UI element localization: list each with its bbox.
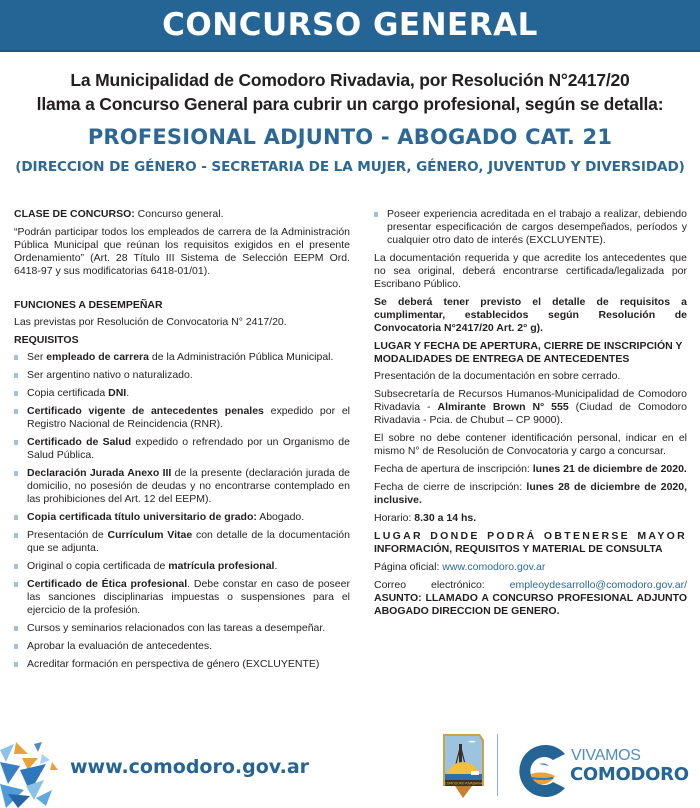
triangles-decoration-icon bbox=[0, 740, 60, 808]
requisitos-list-continued bbox=[374, 208, 687, 247]
bullet-icon bbox=[14, 440, 18, 445]
intro-line-2: llama a Concurso General para cubrir un cargo profesional, según se detalla: bbox=[36, 94, 664, 114]
department-subtitle: (DIRECCION DE GÉNERO - SECRETARIA DE LA MUJER, GÉNERO, JUVENTUD Y DIVERSIDAD) bbox=[15, 159, 685, 175]
list-item: Copia certificada DNI. bbox=[14, 387, 350, 400]
list-item: Acreditar formación en perspectiva de género (EXCLUYENTE) bbox=[14, 658, 350, 671]
fecha-cierre: Fecha de cierre de inscripción: lunes 28 de diciembre de 2020, inclusive. bbox=[374, 481, 688, 506]
bullet-icon bbox=[14, 662, 18, 667]
list-item: Original o copia certificada de matrícula profesional. bbox=[14, 560, 350, 573]
list-item: Cursos y seminarios relacionados con las tareas a desempeñar. bbox=[14, 622, 350, 635]
list-item: Certificado de Ética profesional. Debe constar en caso de poseer las sanciones disciplinarias impuestas o suspensiones para el ejercicio de la profesión. bbox=[14, 578, 350, 617]
clase-de-concurso bbox=[14, 208, 350, 221]
clase-label: CLASE DE CONCURSO: bbox=[14, 208, 135, 220]
direccion-text: Subsecretaría de Recursos Humanos-Municipalidad de Comodoro Rivadavia - Almirante Brown N° 555 (Ciudad de Comodoro Rivadavia - Pcia. de Chubut – CP 9000). bbox=[374, 388, 687, 426]
bullet-icon bbox=[14, 533, 18, 538]
pagina-oficial-link[interactable]: www.comodoro.gov.ar bbox=[442, 561, 546, 573]
bullet-icon bbox=[14, 644, 18, 649]
pagina-oficial: Página oficial: www.comodoro.gov.ar bbox=[374, 561, 546, 573]
right-column bbox=[374, 208, 687, 623]
city-shield-icon bbox=[440, 732, 486, 800]
vivamos-comodoro-logo-icon bbox=[515, 742, 569, 800]
bullet-icon bbox=[14, 373, 18, 378]
logo-divider bbox=[497, 734, 498, 796]
list-item: Ser argentino nativo o naturalizado. bbox=[14, 369, 350, 382]
footer bbox=[0, 720, 700, 808]
list-item: Presentación de Currículum Vitae con detalle de la documentación que se adjunta. bbox=[14, 529, 350, 555]
list-item: Copia certificada título universitario de grado: Abogado. bbox=[14, 511, 350, 524]
clase-value: Concurso general. bbox=[134, 208, 224, 220]
bullet-icon bbox=[14, 626, 18, 631]
brand-line-2: COMODORO bbox=[570, 764, 689, 785]
list-item: Certificado de Salud expedido o refrendado por un Organismo de Salud Pública. bbox=[14, 436, 350, 462]
documentacion-text: La documentación requerida y que acredite los antecedentes que no sea original, deberá encontrarse certificada/legalizada por Escribano Público. bbox=[374, 252, 687, 290]
intro-line-1: La Municipalidad de Comodoro Rivadavia, por Resolución N°2417/20 bbox=[70, 70, 630, 90]
sobre-cerrado-text: Presentación de la documentación en sobre cerrado. bbox=[374, 370, 621, 382]
header-banner bbox=[0, 0, 700, 52]
svg-text:COMODORO RIVADAVIA: COMODORO RIVADAVIA bbox=[444, 781, 483, 786]
lugar-fecha-heading: LUGAR Y FECHA DE APERTURA, CIERRE DE INSCRIPCIÓN Y MODALIDADES DE ENTREGA DE ANTECEDENTES bbox=[374, 340, 683, 365]
info-heading: LUGAR DONDE PODRÁ OBTENERSE MAYOR INFORMACIÓN, REQUISITOS Y MATERIAL DE CONSULTA bbox=[374, 530, 687, 555]
fecha-apertura: Fecha de apertura de inscripción: lunes 21 de diciembre de 2020. bbox=[374, 463, 687, 475]
correo-asunto: Correo electrónico: empleoydesarrollo@comodoro.gov.ar/ ASUNTO: LLAMADO A CONCURSO PROFESIONAL ADJUNTO ABOGADO DIRECCION DE GENERO. bbox=[374, 579, 687, 617]
position-title: PROFESIONAL ADJUNTO - ABOGADO CAT. 21 bbox=[87, 125, 613, 149]
email-link[interactable]: empleoydesarrollo@comodoro.gov.ar/ bbox=[509, 579, 687, 591]
footer-website-link[interactable]: www.comodoro.gov.ar bbox=[70, 756, 310, 778]
funciones-text: Las previstas por Resolución de Convocatoria N° 2417/20. bbox=[14, 316, 287, 328]
list-item: Declaración Jurada Anexo III de la presente (declaración jurada de domicilio, no posesión de deudas y no encontrarse contemplado en las prohibiciones del Art. 12 del EEPM). bbox=[14, 467, 350, 506]
bullet-icon bbox=[14, 582, 18, 587]
bullet-icon bbox=[14, 355, 18, 360]
bullet-icon bbox=[14, 471, 18, 476]
funciones-heading: FUNCIONES A DESEMPEÑAR bbox=[14, 299, 163, 311]
asunto-text: ASUNTO: LLAMADO A CONCURSO PROFESIONAL ADJUNTO ABOGADO DIRECCION DE GENERO. bbox=[374, 592, 687, 617]
left-column bbox=[14, 208, 350, 676]
sobre-nota-text: El sobre no debe contener identificación personal, indicar en el mismo N° de Resolución de Convocatoria y cargo a concursar. bbox=[374, 432, 687, 457]
intro-section bbox=[0, 68, 700, 177]
requisitos-heading: REQUISITOS bbox=[14, 334, 79, 346]
list-item: Aprobar la evaluación de antecedentes. bbox=[14, 640, 350, 653]
bullet-icon bbox=[14, 515, 18, 520]
list-item: Poseer experiencia acreditada en el trabajo a realizar, debiendo presentar especificación de cargos desempeñados, períodos y cualquier otro dato de interés (EXCLUYENTE). bbox=[374, 208, 687, 247]
list-item: Ser empleado de carrera de la Administración Pública Municipal. bbox=[14, 351, 350, 364]
bullet-icon bbox=[14, 409, 18, 414]
prevision-text: Se deberá tener previsto el detalle de requisitos a cumplimentar, establecidos según Resolución de Convocatoria N°2417/20 Art. 2° g). bbox=[374, 296, 687, 334]
horario: Horario: 8.30 a 14 hs. bbox=[374, 512, 477, 524]
banner-title: CONCURSO GENERAL bbox=[162, 7, 538, 43]
bullet-icon bbox=[14, 564, 18, 569]
brand-line-1: VIVAMOS bbox=[571, 747, 641, 764]
participation-text: “Podrán participar todos los empleados de carrera de la Administración Pública Municipal que reúnan los requisitos exigidos en el presente Ordenamiento” (Art. 28 Título III Sistema de Selección EEPM Ord. 6418-97 y sus modificatorias 6418-01/01). bbox=[14, 226, 350, 277]
list-item: Certificado vigente de antecedentes penales expedido por el Registro Nacional de Reincidencia (RNR). bbox=[14, 405, 350, 431]
bullet-icon bbox=[14, 391, 18, 396]
requisitos-list bbox=[14, 351, 350, 671]
bullet-icon bbox=[374, 212, 378, 217]
